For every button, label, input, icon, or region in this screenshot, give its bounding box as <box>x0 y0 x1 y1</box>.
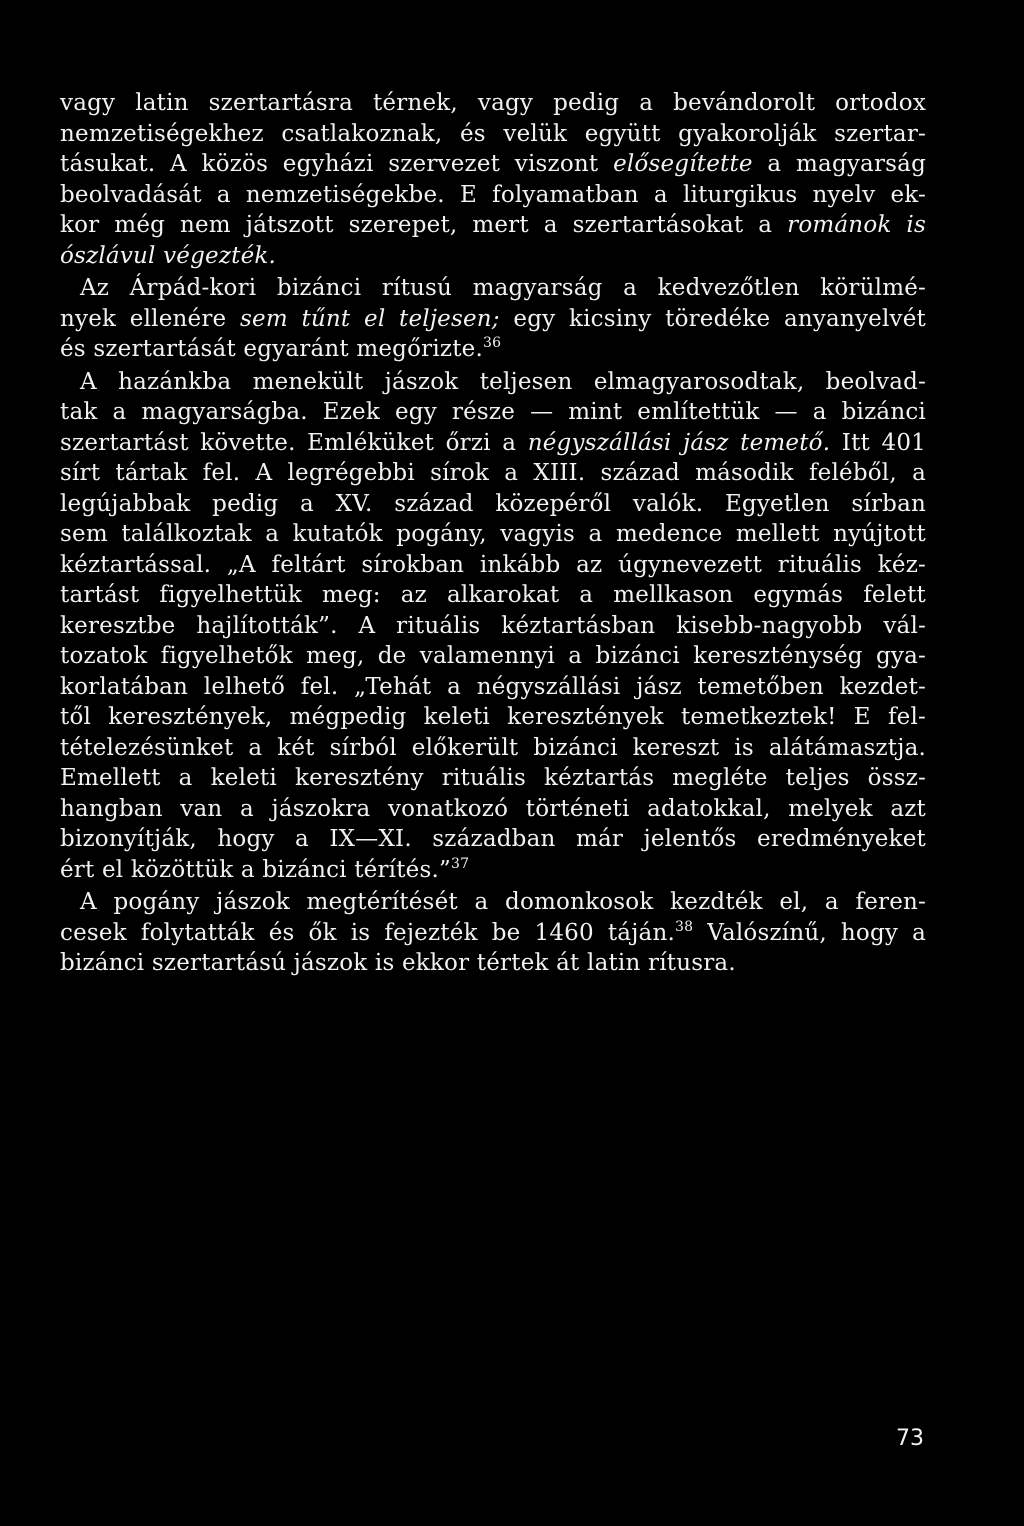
text-line <box>60 367 926 398</box>
text-segment: cesek folytatták és ők is fejezték be 1460 táján. <box>60 919 675 946</box>
text-segment: tásukat. A közös egyházi szervezet viszont <box>60 151 614 177</box>
text-line <box>60 763 926 794</box>
text-segment: tozatok figyelhetők meg, de valamennyi a bizánci kereszténység gya- <box>60 643 926 669</box>
text-line <box>60 550 926 581</box>
text-line <box>60 273 926 304</box>
text-line <box>60 334 926 365</box>
text-segment: legújabbak pedig a XV. század közepéről valók. Egyetlen sírban <box>60 490 926 517</box>
text-segment: Itt 401 <box>830 429 926 456</box>
text-segment: kéztartással. „A feltárt sírokban inkább az úgynevezett rituális kéz- <box>60 551 926 578</box>
text-segment: tartást figyelhettük meg: az alkarokat a mellkason egymás felett <box>60 582 926 608</box>
text-line <box>60 88 926 119</box>
text-segment: egy kicsiny töredéke anyanyelvét <box>499 305 926 332</box>
paragraph <box>60 887 926 979</box>
text-line <box>60 733 926 764</box>
text-line <box>60 794 926 825</box>
text-segment: és szertartását egyaránt megőrizte. <box>60 336 483 362</box>
text-segment: hangban van a jászokra vonatkozó történeti adatokkal, melyek azt <box>60 795 926 822</box>
text-line <box>60 641 926 672</box>
paragraph <box>60 367 926 886</box>
text-line <box>60 824 926 855</box>
text-line <box>60 489 926 520</box>
text-segment: beolvadását a nemzetiségekbe. E folyamatban a liturgikus nyelv ek- <box>60 181 926 208</box>
text-segment: tak a magyarságba. Ezek egy része — mint említettük — a bizánci <box>60 399 926 425</box>
text-line <box>60 948 926 979</box>
text-line <box>60 672 926 703</box>
text-line <box>60 149 926 180</box>
text-segment: Valószínű, hogy a <box>693 919 926 946</box>
footnote-ref: 38 <box>674 918 694 935</box>
text-line <box>60 519 926 550</box>
text-segment: ért el közöttük a bizánci térítés.” <box>60 856 451 883</box>
text-line <box>60 119 926 150</box>
text-segment: nemzetiségekhez csatlakoznak, és velük együtt gyakorolják szertar- <box>60 120 926 147</box>
paragraph <box>60 273 926 365</box>
book-page-text <box>60 88 926 979</box>
text-segment: től keresztények, mégpedig keleti keresztények temetkeztek! E fel- <box>60 704 926 730</box>
text-line <box>60 241 926 272</box>
text-segment: sírt tártak fel. A legrégebbi sírok a XIII. század második feléből, a <box>60 460 926 486</box>
text-line <box>60 702 926 733</box>
text-segment: kor még nem játszott szerepet, mert a szertartásokat a <box>60 212 788 238</box>
italic-text: ószlávul végezték. <box>60 242 277 269</box>
text-segment: bizonyítják, hogy a IX—XI. században már jelentős eredményeket <box>60 826 926 852</box>
text-segment: keresztbe hajlították”. A rituális kéztartásban kisebb-nagyobb vál- <box>60 612 926 639</box>
text-segment: tételezésünket a két sírból előkerült bizánci kereszt is alátámasztja. <box>60 734 926 761</box>
text-segment: Emellett a keleti keresztény rituális kéztartás megléte teljes össz- <box>60 765 926 791</box>
footnote-ref: 37 <box>450 855 470 872</box>
text-segment: szertartást követte. Emléküket őrzi a <box>60 429 528 456</box>
text-line <box>60 887 926 918</box>
text-line <box>60 855 926 886</box>
text-segment: A pogány jászok megtérítését a domonkosok kezdték el, a feren- <box>80 889 926 915</box>
text-line <box>60 611 926 642</box>
text-line <box>60 304 926 335</box>
text-line <box>60 210 926 241</box>
text-segment: a magyarság <box>752 151 927 177</box>
text-segment: A hazánkba menekült jászok teljesen elmagyarosodtak, beolvad- <box>80 368 926 395</box>
text-line <box>60 918 926 949</box>
italic-text: négyszállási jász temető. <box>527 429 831 456</box>
text-segment: vagy latin szertartásra térnek, vagy pedig a bevándorolt ortodox <box>60 90 926 116</box>
paragraph <box>60 88 926 271</box>
footnote-ref: 36 <box>482 335 502 351</box>
text-segment: sem találkoztak a kutatók pogány, vagyis a medence mellett nyújtott <box>60 521 926 547</box>
text-segment: Az Árpád-kori bizánci rítusú magyarság a kedvezőtlen körülmé- <box>80 275 926 301</box>
text-segment: nyek ellenére <box>60 305 240 332</box>
text-line <box>60 458 926 489</box>
page-number: 73 <box>896 1426 924 1451</box>
text-line <box>60 428 926 459</box>
italic-text: sem tűnt el teljesen; <box>240 305 500 332</box>
italic-text: elősegítette <box>613 151 753 177</box>
text-line <box>60 397 926 428</box>
text-segment: korlatában lelhető fel. „Tehát a négyszállási jász temetőben kezdet- <box>60 673 926 700</box>
italic-text: románok is <box>787 212 926 238</box>
text-line <box>60 180 926 211</box>
text-segment: bizánci szertartású jászok is ekkor tértek át latin rítusra. <box>60 950 736 976</box>
text-line <box>60 580 926 611</box>
